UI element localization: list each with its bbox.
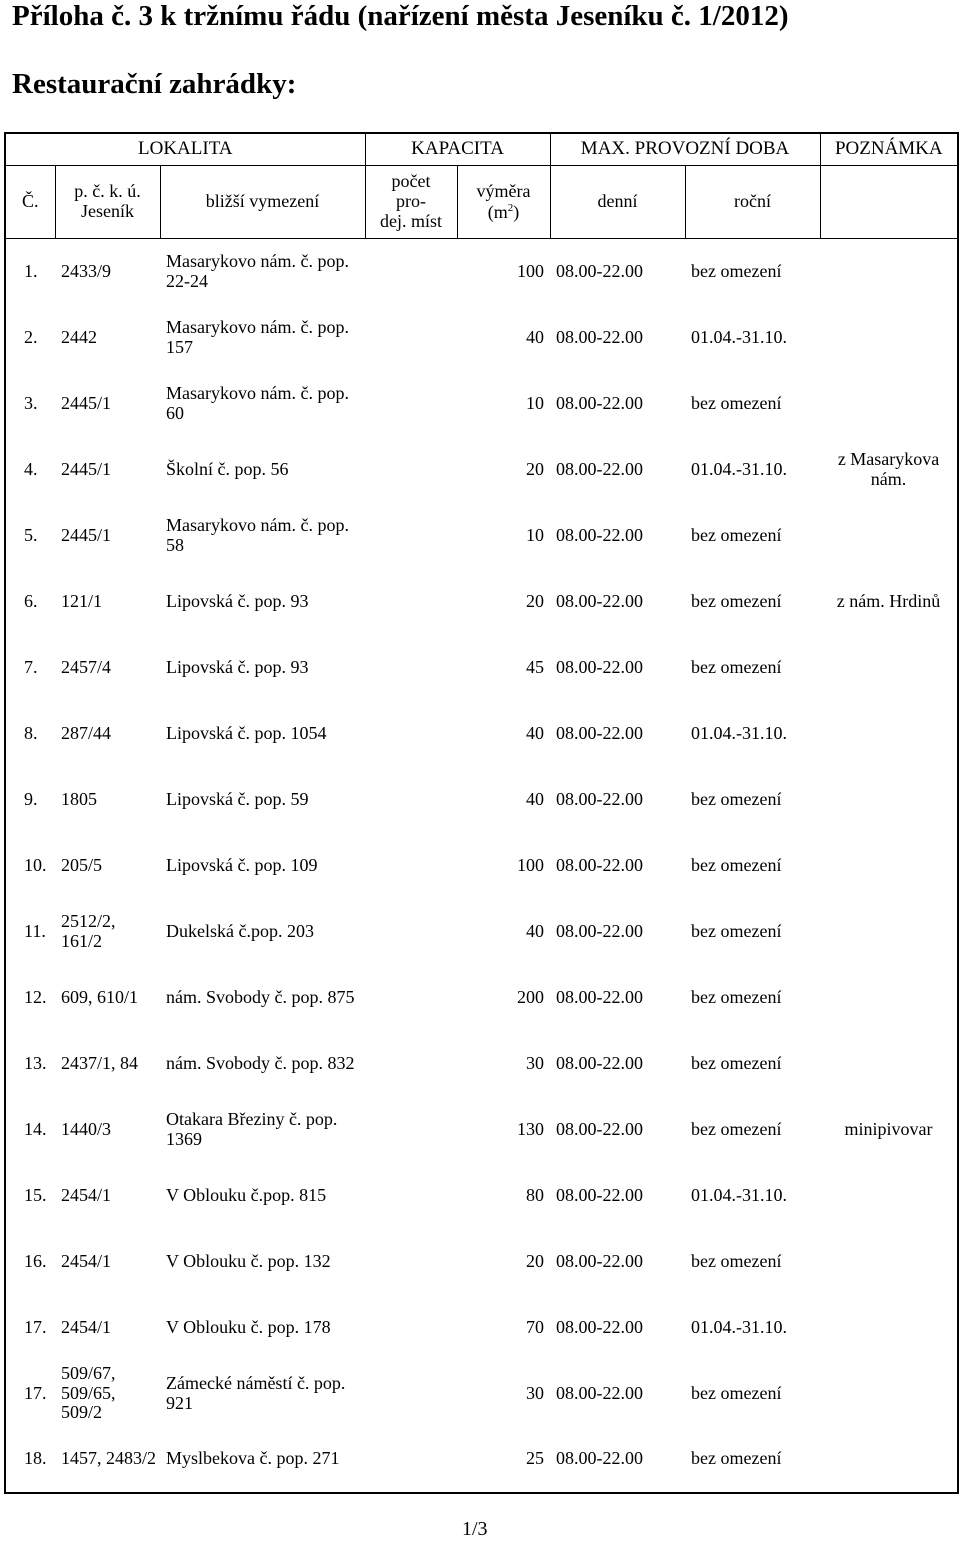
cell-seats (365, 1295, 457, 1361)
table-row (5, 1163, 958, 1229)
cell-no: 17. (24, 1316, 47, 1337)
cell-parcel: 121/1 (61, 590, 103, 611)
cell-no: 8. (24, 722, 38, 743)
cell-note (820, 1361, 958, 1427)
cell-yearly-period: bez omezení (691, 656, 782, 677)
cell-note: minipivovar (844, 1118, 933, 1139)
cell-area: 130 (517, 1118, 545, 1139)
cell-parcel: 1457, 2483/2 (61, 1448, 157, 1469)
cell-yearly-period: bez omezení (691, 260, 782, 281)
cell-location: Lipovská č. pop. 59 (166, 788, 309, 809)
cell-daily-hours: 08.00-22.00 (556, 788, 644, 809)
cell-area: 70 (526, 1316, 545, 1337)
cell-yearly-period: bez omezení (691, 392, 782, 413)
cell-location: Školní č. pop. 56 (166, 458, 289, 479)
cell-seats (365, 1229, 457, 1295)
cell-daily-hours: 08.00-22.00 (556, 986, 644, 1007)
cell-seats (365, 1163, 457, 1229)
cell-daily-hours: 08.00-22.00 (556, 524, 644, 545)
cell-area: 25 (526, 1448, 545, 1469)
cell-location: V Oblouku č. pop. 178 (166, 1316, 331, 1337)
cell-location: Otakara Březiny č. pop. 1369 (166, 1108, 338, 1149)
cell-location: Lipovská č. pop. 93 (166, 590, 309, 611)
cell-area: 10 (526, 392, 545, 413)
page-title: Příloha č. 3 k tržnímu řádu (nařízení města Jeseníku č. 1/2012) (12, 0, 789, 32)
cell-yearly-period: 01.04.-31.10. (691, 1316, 788, 1337)
cell-parcel: 205/5 (61, 854, 103, 875)
cell-seats (365, 833, 457, 899)
cell-no: 13. (24, 1052, 47, 1073)
header-col-ku (55, 166, 160, 239)
cell-location: Lipovská č. pop. 93 (166, 656, 309, 677)
cell-parcel: 1805 (61, 788, 97, 809)
header-col-vymera-unit: (m (487, 201, 508, 222)
table-row (5, 635, 958, 701)
cell-no: 10. (24, 854, 47, 875)
cell-daily-hours: 08.00-22.00 (556, 1118, 644, 1139)
table-row (5, 239, 958, 305)
cell-note: z nám. Hrdinů (836, 590, 941, 611)
cell-parcel: 609, 610/1 (61, 986, 139, 1007)
cell-parcel: 2457/4 (61, 656, 112, 677)
cell-no: 2. (24, 326, 38, 347)
cell-daily-hours: 08.00-22.00 (556, 260, 644, 281)
table-row (5, 371, 958, 437)
header-column-row (5, 166, 958, 239)
cell-area: 10 (526, 524, 545, 545)
header-provozni-doba: MAX. PROVOZNÍ DOBA (550, 133, 820, 166)
cell-area: 100 (517, 854, 545, 875)
cell-seats (365, 503, 457, 569)
cell-no: 4. (24, 458, 38, 479)
header-col-ku-line2: Jeseník (81, 201, 134, 221)
cell-seats (365, 701, 457, 767)
cell-note (820, 635, 958, 701)
table-row (5, 503, 958, 569)
cell-daily-hours: 08.00-22.00 (556, 1316, 644, 1337)
cell-seats (365, 965, 457, 1031)
cell-yearly-period: bez omezení (691, 1250, 782, 1271)
cell-daily-hours: 08.00-22.00 (556, 1250, 644, 1271)
table-row (5, 1097, 958, 1163)
cell-daily-hours: 08.00-22.00 (556, 326, 644, 347)
cell-location: V Oblouku č. pop. 132 (166, 1250, 331, 1271)
cell-daily-hours: 08.00-22.00 (556, 392, 644, 413)
cell-note (820, 1163, 958, 1229)
cell-seats (365, 437, 457, 503)
cell-yearly-period: 01.04.-31.10. (691, 326, 788, 347)
cell-area: 40 (526, 788, 545, 809)
cell-yearly-period: 01.04.-31.10. (691, 1184, 788, 1205)
cell-seats (365, 1427, 457, 1493)
cell-area: 40 (526, 722, 545, 743)
cell-area: 20 (526, 458, 545, 479)
cell-yearly-period: bez omezení (691, 1118, 782, 1139)
cell-seats (365, 239, 457, 305)
cell-daily-hours: 08.00-22.00 (556, 458, 644, 479)
cell-no: 17. (24, 1382, 47, 1403)
cell-area: 20 (526, 590, 545, 611)
cell-area: 100 (517, 260, 545, 281)
table-row (5, 1031, 958, 1097)
cell-daily-hours: 08.00-22.00 (556, 1382, 644, 1403)
cell-location: Myslbekova č. pop. 271 (166, 1448, 340, 1469)
cell-seats (365, 899, 457, 965)
header-col-ku-line1: p. č. k. ú. (74, 181, 141, 202)
cell-note (820, 305, 958, 371)
cell-daily-hours: 08.00-22.00 (556, 854, 644, 875)
header-col-vymera-line1: výměra (476, 180, 531, 201)
header-col-mist-line3: dej. míst (380, 210, 443, 231)
cell-area: 20 (526, 1250, 545, 1271)
cell-note (820, 239, 958, 305)
cell-note (820, 1295, 958, 1361)
cell-area: 30 (526, 1382, 545, 1403)
cell-seats (365, 767, 457, 833)
cell-daily-hours: 08.00-22.00 (556, 590, 644, 611)
cell-location: Masarykovo nám. č. pop. 22-24 (166, 250, 349, 291)
cell-no: 14. (24, 1118, 47, 1139)
header-kapacita: KAPACITA (365, 133, 550, 166)
table-row (5, 965, 958, 1031)
header-poznamka: POZNÁMKA (820, 133, 958, 166)
cell-yearly-period: 01.04.-31.10. (691, 722, 788, 743)
cell-seats (365, 1361, 457, 1427)
table-row (5, 701, 958, 767)
cell-seats (365, 1031, 457, 1097)
cell-no: 3. (24, 392, 38, 413)
cell-location: nám. Svobody č. pop. 832 (166, 1052, 355, 1073)
cell-parcel: 2437/1, 84 (61, 1052, 139, 1073)
cell-no: 6. (24, 590, 38, 611)
cell-no: 12. (24, 986, 47, 1007)
cell-area: 200 (517, 986, 545, 1007)
cell-parcel: 2454/1 (61, 1250, 112, 1271)
cell-parcel: 1440/3 (61, 1118, 112, 1139)
header-col-mist (365, 166, 457, 239)
cell-note (820, 1229, 958, 1295)
cell-daily-hours: 08.00-22.00 (556, 920, 644, 941)
table-row (5, 1361, 958, 1427)
cell-note (820, 371, 958, 437)
cell-note (820, 767, 958, 833)
header-col-vymera-close: ) (513, 201, 520, 222)
cell-yearly-period: bez omezení (691, 854, 782, 875)
cell-daily-hours: 08.00-22.00 (556, 1448, 644, 1469)
table-row (5, 833, 958, 899)
header-group-row (5, 133, 958, 166)
cell-location: Dukelská č.pop. 203 (166, 920, 314, 941)
cell-note (820, 701, 958, 767)
cell-location: V Oblouku č.pop. 815 (166, 1184, 327, 1205)
cell-daily-hours: 08.00-22.00 (556, 656, 644, 677)
page-number: 1/3 (462, 1518, 488, 1540)
cell-area: 40 (526, 920, 545, 941)
cell-note (820, 503, 958, 569)
cell-yearly-period: bez omezení (691, 986, 782, 1007)
cell-area: 45 (526, 656, 545, 677)
cell-location: Zámecké náměstí č. pop. 921 (166, 1372, 346, 1413)
cell-parcel: 2512/2, 161/2 (61, 910, 116, 951)
cell-note: z Masarykova nám. (837, 448, 940, 489)
cell-note (820, 1031, 958, 1097)
cell-note (820, 965, 958, 1031)
header-col-vymezeni: bližší vymezení (160, 166, 365, 239)
cell-no: 15. (24, 1184, 47, 1205)
cell-location: Masarykovo nám. č. pop. 60 (166, 382, 349, 423)
cell-location: Lipovská č. pop. 1054 (166, 722, 327, 743)
cell-no: 1. (24, 260, 38, 281)
cell-note (820, 899, 958, 965)
cell-daily-hours: 08.00-22.00 (556, 1052, 644, 1073)
cell-daily-hours: 08.00-22.00 (556, 722, 644, 743)
cell-yearly-period: bez omezení (691, 920, 782, 941)
cell-parcel: 2454/1 (61, 1184, 112, 1205)
cell-yearly-period: bez omezení (691, 524, 782, 545)
table-row (5, 1295, 958, 1361)
cell-area: 40 (526, 326, 545, 347)
header-col-rocni: roční (685, 166, 820, 239)
cell-parcel: 509/67, 509/65, 509/2 (61, 1362, 116, 1423)
cell-location: Masarykovo nám. č. pop. 157 (166, 316, 349, 357)
cell-yearly-period: bez omezení (691, 1052, 782, 1073)
table-row (5, 569, 958, 635)
cell-area: 30 (526, 1052, 545, 1073)
header-col-denni: denní (550, 166, 685, 239)
cell-yearly-period: bez omezení (691, 788, 782, 809)
table-row (5, 767, 958, 833)
cell-area: 80 (526, 1184, 545, 1205)
table-row (5, 1427, 958, 1493)
cell-no: 11. (24, 920, 46, 941)
cell-parcel: 2445/1 (61, 524, 112, 545)
cell-parcel: 2442 (61, 326, 97, 347)
restaurant-gardens-table (4, 132, 959, 1494)
cell-note (820, 1427, 958, 1493)
header-lokalita: LOKALITA (5, 133, 365, 166)
header-col-mist-line2: pro- (396, 191, 427, 212)
cell-daily-hours: 08.00-22.00 (556, 1184, 644, 1205)
header-col-mist-line1: počet (391, 171, 431, 192)
table-row (5, 305, 958, 371)
table-row (5, 1229, 958, 1295)
cell-seats (365, 305, 457, 371)
cell-no: 16. (24, 1250, 47, 1271)
cell-location: nám. Svobody č. pop. 875 (166, 986, 355, 1007)
cell-yearly-period: bez omezení (691, 1448, 782, 1469)
cell-parcel: 2454/1 (61, 1316, 112, 1337)
header-col-vymera (457, 166, 550, 239)
cell-seats (365, 635, 457, 701)
cell-parcel: 2445/1 (61, 458, 112, 479)
cell-no: 9. (24, 788, 38, 809)
header-col-no: Č. (5, 166, 55, 239)
cell-yearly-period: bez omezení (691, 1382, 782, 1403)
cell-parcel: 2445/1 (61, 392, 112, 413)
cell-no: 18. (24, 1448, 47, 1469)
cell-no: 5. (24, 524, 38, 545)
cell-no: 7. (24, 656, 38, 677)
cell-note (820, 833, 958, 899)
cell-seats (365, 569, 457, 635)
cell-location: Lipovská č. pop. 109 (166, 854, 318, 875)
section-heading: Restaurační zahrádky: (12, 68, 297, 100)
table-row (5, 437, 958, 503)
header-col-poznamka (820, 166, 958, 239)
cell-location: Masarykovo nám. č. pop. 58 (166, 514, 349, 555)
cell-yearly-period: bez omezení (691, 590, 782, 611)
cell-yearly-period: 01.04.-31.10. (691, 458, 788, 479)
table-row (5, 899, 958, 965)
cell-parcel: 2433/9 (61, 260, 112, 281)
header-col-vymera-sup: 2 (507, 201, 514, 214)
cell-parcel: 287/44 (61, 722, 112, 743)
cell-seats (365, 371, 457, 437)
cell-seats (365, 1097, 457, 1163)
